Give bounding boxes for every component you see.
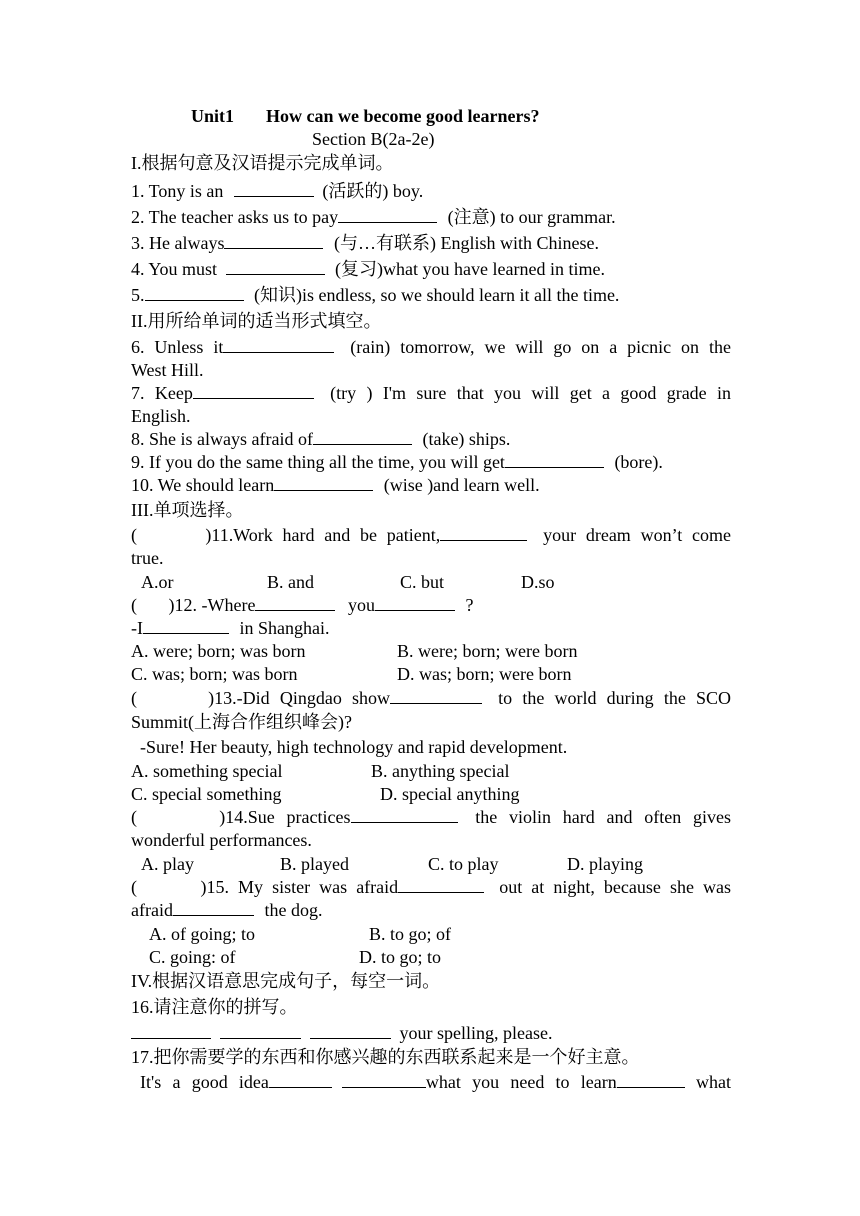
answer-blank-6[interactable] bbox=[223, 336, 334, 353]
question-2: 2. The teacher asks us to pay (注意) to our grammar. bbox=[131, 207, 616, 227]
option-c[interactable]: C. to play bbox=[428, 854, 499, 874]
option-a[interactable]: A. were; born; was born bbox=[131, 641, 306, 661]
answer-blank-12b[interactable] bbox=[375, 594, 455, 611]
question-13: ( )13.-Did Qingdao show to the world during the SCO bbox=[131, 688, 731, 708]
answer-blank-10[interactable] bbox=[274, 474, 373, 491]
question-6: 6. Unless it (rain) tomorrow, we will go on a picnic on the bbox=[131, 337, 731, 357]
option-d[interactable]: D. playing bbox=[567, 854, 643, 874]
option-d[interactable]: D. to go; to bbox=[359, 947, 442, 967]
option-a[interactable]: A.or bbox=[141, 572, 174, 592]
option-a[interactable]: A. something special bbox=[131, 761, 283, 781]
question-16-answer: your spelling, please. bbox=[131, 1022, 731, 1045]
question-14-cont: wonderful performances. bbox=[131, 830, 312, 850]
part1-heading: I.根据句意及汉语提示完成单词。 bbox=[131, 153, 394, 173]
option-c[interactable]: C. special something bbox=[131, 784, 282, 804]
option-b[interactable]: B. were; born; were born bbox=[397, 641, 578, 661]
part4-heading: IV.根据汉语意思完成句子，每空一词。 bbox=[131, 971, 441, 991]
option-c[interactable]: C. was; born; was born bbox=[131, 664, 298, 684]
option-c[interactable]: C. but bbox=[400, 572, 445, 592]
answer-blank-16c[interactable] bbox=[310, 1022, 391, 1039]
question-16-prompt: 16.请注意你的拼写。 bbox=[131, 997, 298, 1017]
question-7: 7. Keep (try ) I'm sure that you will get a good grade in bbox=[131, 383, 732, 403]
answer-blank-2[interactable] bbox=[338, 206, 437, 223]
option-a[interactable]: A. play bbox=[141, 854, 194, 874]
answer-blank-16a[interactable] bbox=[131, 1022, 211, 1039]
option-d[interactable]: D. was; born; were born bbox=[397, 664, 572, 684]
answer-blank-14[interactable] bbox=[351, 806, 458, 823]
unit-label: Unit1 bbox=[191, 106, 235, 126]
section-subtitle: Section B(2a-2e) bbox=[312, 129, 435, 149]
question-6-cont: West Hill. bbox=[131, 360, 204, 380]
answer-blank-3[interactable] bbox=[224, 232, 323, 249]
question-15: ( )15. My sister was afraid out at night, because she was bbox=[131, 877, 732, 897]
option-d[interactable]: D.so bbox=[521, 572, 555, 592]
question-9: 9. If you do the same thing all the time, you will get (bore). bbox=[131, 452, 663, 472]
question-12-reply: -I in Shanghai. bbox=[131, 618, 330, 638]
unit-title bbox=[191, 105, 539, 128]
answer-blank-4[interactable] bbox=[226, 258, 325, 275]
option-b[interactable]: B. to go; of bbox=[369, 924, 452, 944]
option-b[interactable]: B. and bbox=[267, 572, 314, 592]
unit-heading: How can we become good learners? bbox=[266, 106, 540, 126]
answer-blank-8[interactable] bbox=[313, 428, 412, 445]
option-c[interactable]: C. going: of bbox=[149, 947, 236, 967]
answer-blank-16b[interactable] bbox=[220, 1022, 301, 1039]
answer-blank-15b[interactable] bbox=[173, 899, 254, 916]
question-12: ( )12. -Where you ? bbox=[131, 595, 474, 615]
answer-blank-17b[interactable] bbox=[342, 1071, 426, 1088]
part2-heading: II.用所给单词的适当形式填空。 bbox=[131, 311, 382, 331]
answer-blank-12a[interactable] bbox=[255, 594, 335, 611]
answer-blank-7[interactable] bbox=[193, 382, 314, 399]
question-4: 4. You must (复习)what you have learned in time. bbox=[131, 259, 605, 279]
question-7-cont: English. bbox=[131, 406, 191, 426]
option-b[interactable]: B. played bbox=[280, 854, 349, 874]
option-d[interactable]: D. special anything bbox=[380, 784, 520, 804]
question-3: 3. He always (与…有联系) English with Chinese. bbox=[131, 233, 599, 253]
answer-blank-12c[interactable] bbox=[143, 617, 229, 634]
question-11-cont: true. bbox=[131, 548, 164, 568]
question-10: 10. We should learn (wise )and learn well. bbox=[131, 475, 540, 495]
answer-blank-13[interactable] bbox=[390, 687, 482, 704]
question-15-cont: afraid the dog. bbox=[131, 900, 323, 920]
option-b[interactable]: B. anything special bbox=[371, 761, 510, 781]
question-11: ( )11.Work hard and be patient, your dream won’t come bbox=[131, 525, 731, 545]
answer-blank-11[interactable] bbox=[440, 524, 527, 541]
answer-blank-9[interactable] bbox=[505, 451, 604, 468]
answer-blank-17a[interactable] bbox=[269, 1071, 332, 1088]
question-14: ( )14.Sue practices the violin hard and often gives bbox=[131, 807, 731, 827]
option-a[interactable]: A. of going; to bbox=[149, 924, 255, 944]
question-8: 8. She is always afraid of (take) ships. bbox=[131, 429, 511, 449]
answer-blank-5[interactable] bbox=[145, 284, 244, 301]
question-1: 1. Tony is an (活跃的) boy. bbox=[131, 181, 424, 201]
question-5: 5. (知识)is endless, so we should learn it all the time. bbox=[131, 285, 620, 305]
part3-heading: III.单项选择。 bbox=[131, 500, 244, 520]
answer-blank-15a[interactable] bbox=[398, 876, 484, 893]
answer-blank-1[interactable] bbox=[234, 180, 314, 197]
answer-blank-17c[interactable] bbox=[617, 1071, 685, 1088]
question-13-cont: Summit(上海合作组织峰会)? bbox=[131, 712, 352, 732]
question-17-answer: It's a good idea what you need to learn what bbox=[140, 1072, 731, 1092]
question-17-prompt: 17.把你需要学的东西和你感兴趣的东西联系起来是一个好主意。 bbox=[131, 1047, 640, 1067]
question-13-reply: -Sure! Her beauty, high technology and rapid development. bbox=[140, 737, 568, 757]
